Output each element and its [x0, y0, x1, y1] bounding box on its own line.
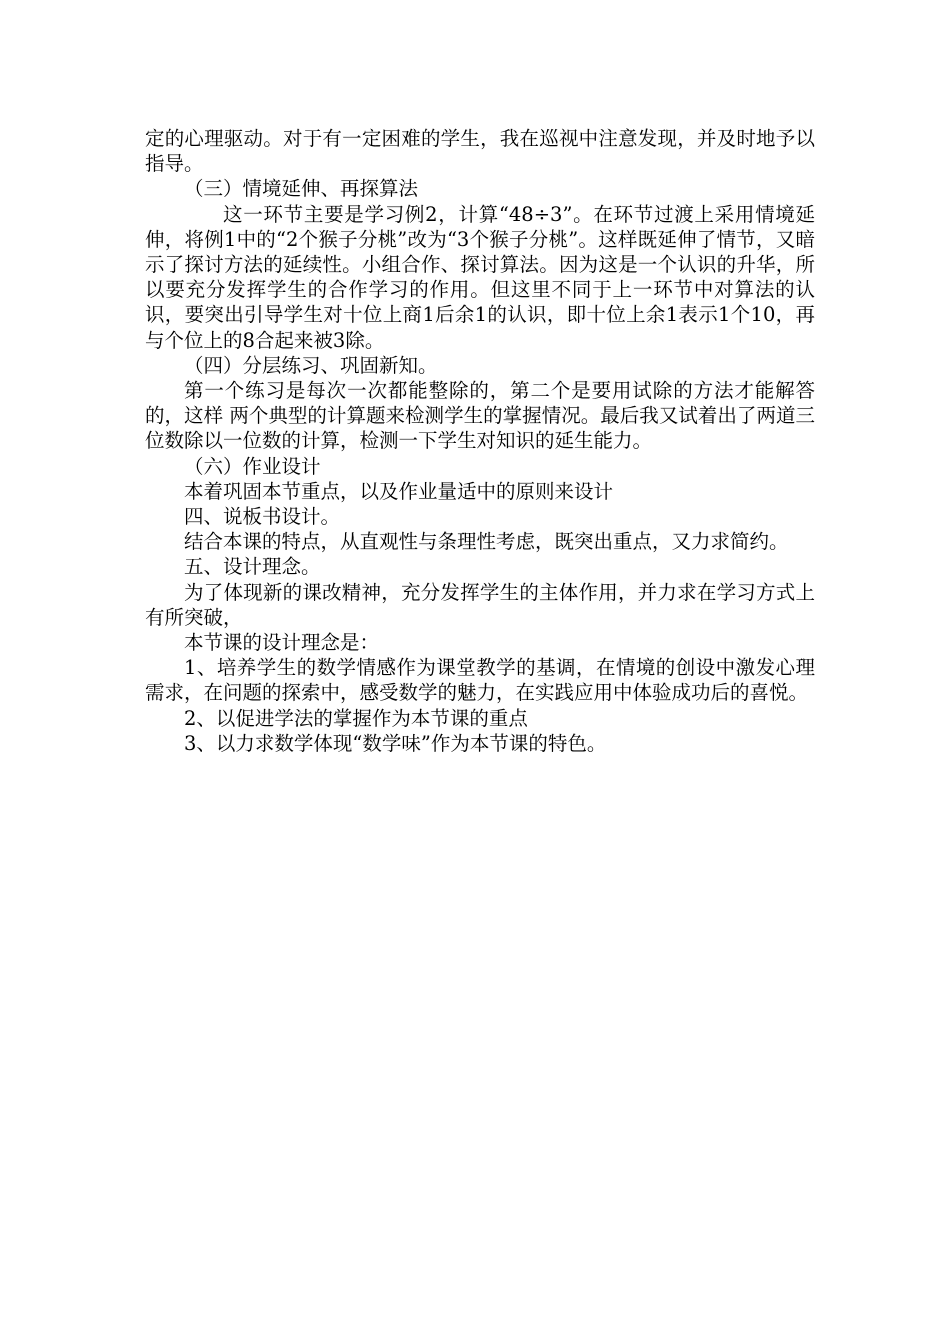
list-item-1: 1、培养学生的数学情感作为课堂教学的基调，在情境的创设中激发心理需求，在问题的探索中，感受数学的魅力，在实践应用中体验成功后的喜悦。 — [145, 656, 815, 705]
document-page — [145, 126, 815, 756]
paragraph-concept-lead: 本节课的设计理念是： — [184, 631, 380, 655]
paragraph-concept-intro: 为了体现新的课改精神，充分发挥学生的主体作用，并力求在学习方式上有所突破， — [145, 580, 815, 629]
section-heading-4: （四）分层练习、巩固新知。 — [184, 353, 438, 377]
list-item-3: 3、以力求数学体现“数学味”作为本节课的特色。 — [184, 731, 607, 755]
list-item-2: 2、以促进学法的掌握作为本节课的重点 — [184, 706, 528, 730]
section-heading-6: （六）作业设计 — [184, 454, 321, 478]
section-heading-3: （三）情境延伸、再探算法 — [184, 177, 419, 201]
paragraph-board: 结合本课的特点，从直观性与条理性考虑，既突出重点，又力求简约。 — [184, 530, 789, 554]
section-heading-board: 四、说板书设计。 — [184, 505, 341, 529]
paragraph-continuation: 定的心理驱动。对于有一定困难的学生，我在巡视中注意发现，并及时地予以指导。 — [145, 127, 815, 176]
paragraph-example-2: 这一环节主要是学习例2，计算“48÷3”。在环节过渡上采用情境延伸，将例1中的“2个猴子分桃”改为“3个猴子分桃”。这样既延伸了情节，又暗示了探讨方法的延续性。小组合作、探讨算法。因为这是一个认识的升华，所以要充分发挥学生的合作学习的作用。但这里不同于上一环节中对算法的认识，要突出引导学生对十位上商1后余1的认识，即十位上余1表示1个10，再与个位上的8合起来被3除。 — [145, 202, 815, 352]
paragraph-homework: 本着巩固本节重点，以及作业量适中的原则来设计 — [184, 479, 614, 503]
section-heading-concept: 五、设计理念。 — [184, 555, 321, 579]
paragraph-practice: 第一个练习是每次一次都能整除的，第二个是要用试除的方法才能解答的，这样 两个典型的计算题来检测学生的掌握情况。最后我又试着出了两道三位数除以一位数的计算，检测一下学生对知识的延生能力。 — [145, 379, 815, 453]
